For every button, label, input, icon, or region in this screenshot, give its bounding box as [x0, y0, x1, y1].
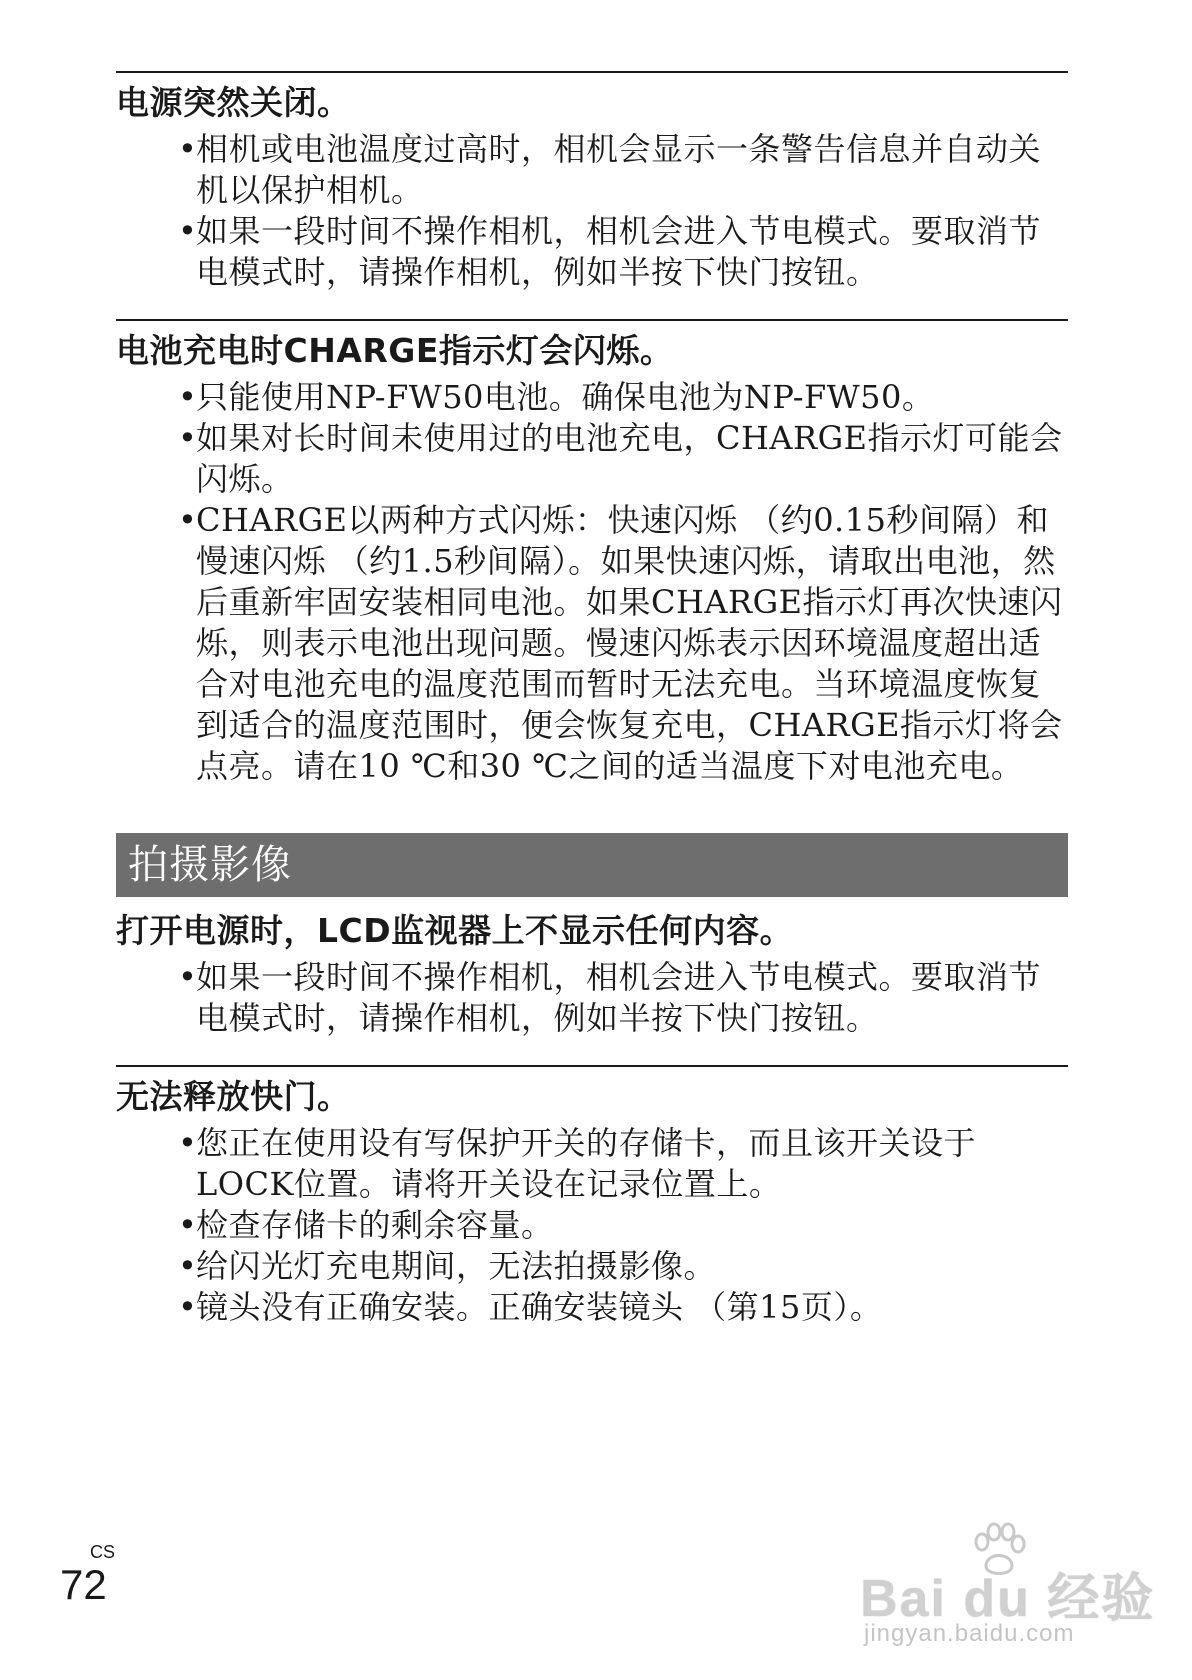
solution-list [116, 1123, 1068, 1328]
bullet-icon: • [178, 1288, 198, 1326]
solution-list [116, 377, 1068, 787]
watermark [860, 1520, 1160, 1650]
solution-item: • 只能使用NP-FW50电池。确保电池为NP-FW50。 [178, 378, 935, 416]
problem-title: 电池充电时CHARGE指示灯会闪烁。 [116, 331, 674, 370]
problem-title: 打开电源时，LCD监视器上不显示任何内容。 [116, 911, 794, 950]
problem-title: 无法释放快门。 [116, 1077, 351, 1116]
solution-item: • 检查存储卡的剩余容量。 [178, 1206, 554, 1244]
watermark-site: jingyan.baidu.com [864, 1620, 1075, 1647]
bullet-icon: • [178, 1206, 198, 1244]
watermark-brand: Bai du 经验 [860, 1570, 1156, 1628]
section-divider [116, 71, 1068, 73]
bullet-icon: • [178, 378, 198, 416]
solution-item: • 给闪光灯充电期间，无法拍摄影像。 [178, 1247, 717, 1285]
bullet-icon: • [178, 958, 198, 996]
section-divider [116, 319, 1068, 321]
bullet-icon: • [178, 1124, 198, 1162]
solution-list [116, 957, 1068, 1039]
page-footer [60, 1542, 115, 1608]
bullet-icon: • [178, 419, 198, 457]
solution-item: • 相机或电池温度过高时，相机会显示一条警告信息并自动关机以保护相机。 [178, 130, 1042, 209]
solution-list [116, 129, 1068, 293]
solution-item: • CHARGE以两种方式闪烁：快速闪烁 （约0.15秒间隔）和慢速闪烁 （约1.5秒间隔）。如果快速闪烁，请取出电池，然后重新牢固安装相同电池。如果CHARGE指示灯再次快速闪烁，则表示电池出现问题。慢速闪烁表示因环境温度超出适合对电池充电的温度范围而暂时无法充电。当环境温度恢复到适合的温度范围时，便会恢复充电，CHARGE指示灯将会点亮。请在10 ℃和30 ℃之间的适当温度下对电池充电。 [178, 501, 1063, 785]
problem-title: 电源突然关闭。 [116, 83, 351, 122]
solution-item: • 如果一段时间不操作相机，相机会进入节电模式。要取消节电模式时，请操作相机，例如半按下快门按钮。 [178, 212, 1042, 291]
bullet-icon: • [178, 501, 198, 539]
solution-item: • 如果对长时间未使用过的电池充电，CHARGE指示灯可能会闪烁。 [178, 419, 1063, 498]
section-divider [116, 1065, 1068, 1067]
bullet-icon: • [178, 212, 198, 250]
section-header-bar: 拍摄影像 [116, 833, 1068, 897]
manual-page-content [116, 0, 1068, 1328]
solution-item: • 镜头没有正确安装。正确安装镜头 （第15页）。 [178, 1288, 883, 1326]
bullet-icon: • [178, 1247, 198, 1285]
bullet-icon: • [178, 130, 198, 168]
page-number: 72 [60, 1561, 107, 1608]
solution-item: • 如果一段时间不操作相机，相机会进入节电模式。要取消节电模式时，请操作相机，例如半按下快门按钮。 [178, 958, 1042, 1037]
language-code: CS [90, 1542, 116, 1562]
solution-item: • 您正在使用设有写保护开关的存储卡，而且该开关设于LOCK位置。请将开关设在记录位置上。 [178, 1124, 977, 1203]
